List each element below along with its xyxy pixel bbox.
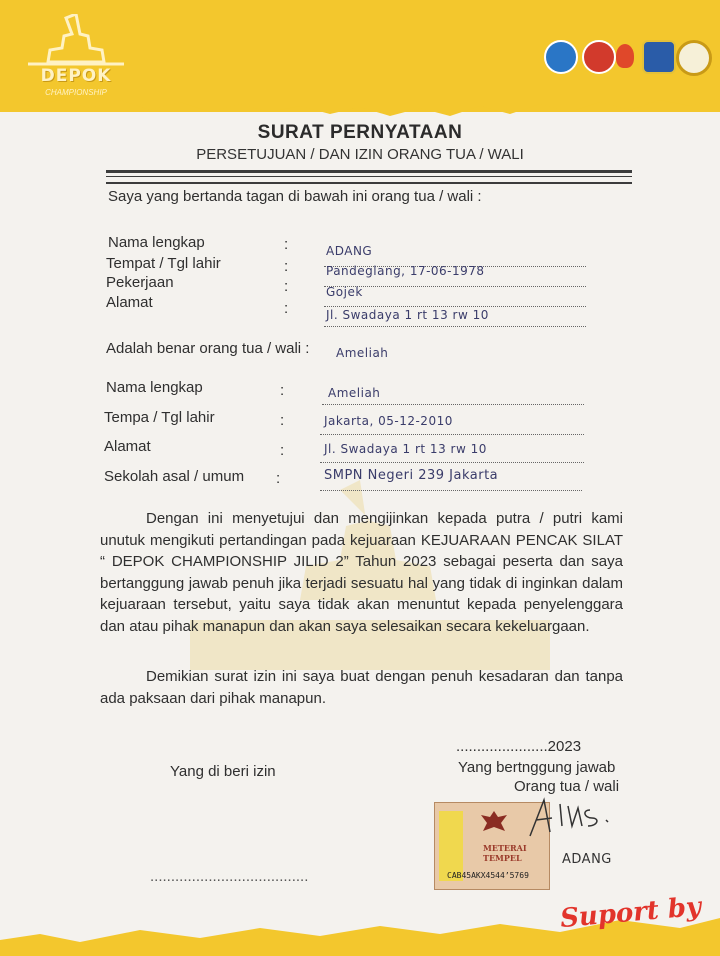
document-subtitle: PERSETUJUAN / DAN IZIN ORANG TUA / WALI [196, 146, 524, 163]
logo-text: DEPOK [40, 66, 112, 86]
closing-text: Demikian surat izin ini saya buat dengan penuh kesadaran dan tanpa ada paksaan dari pihak manapun. [100, 668, 623, 707]
parent-address-value: Jl. Swadaya 1 rt 13 rw 10 [326, 308, 489, 322]
signature-left-name-line: ...................................... [150, 868, 309, 885]
flame-icon [616, 44, 634, 68]
statement-text: Dengan ini menyetujui dan mengijinkan kepada putra / putri kami unutuk mengikuti pertandingan pada kejuaraan KEJUARAAN PENCAK SILAT “ DEPOK CHAMPIONSHIP JILID 2” Tahun 2023 sebagai peserta dan saya bertanggung jawab penuh jika terjadi sesuatu hal yang tidak di inginkan dalam kejuaraan tersebut, yaitu saya tidak akan menuntut kepada penyelenggara dan atau pihak manapun dan akan saya selesaikan secara kekeluargaan. [100, 510, 623, 635]
blue-shield-icon [642, 40, 676, 74]
title-rule-bottom [106, 176, 632, 177]
child-school-line [320, 490, 582, 491]
child-intro-value: Ameliah [336, 346, 389, 360]
parent-birth-label: Tempat / Tgl lahir [106, 255, 221, 272]
intro-text: Saya yang bertanda tagan di bawah ini orang tua / wali : [108, 188, 482, 205]
child-birth-label: Tempa / Tgl lahir [104, 409, 215, 426]
garuda-emblem-icon [479, 809, 509, 841]
child-school-colon: : [276, 470, 281, 487]
sponsor-text: Suport by [558, 891, 703, 935]
child-intro-text: Adalah benar orang tua / wali : [106, 340, 310, 357]
stamp-serial: CAB45AKX4544’5769 [447, 871, 529, 880]
signature-right-name: ADANG [562, 852, 612, 867]
child-school-value: SMPN Negeri 239 Jakarta [324, 468, 499, 483]
logo-subtext: CHAMPIONSHIP [45, 88, 107, 97]
parent-job-value: Gojek [326, 285, 363, 299]
title-rule-top [106, 170, 632, 173]
signature-scribble [520, 796, 630, 846]
statement-paragraph [100, 508, 623, 637]
child-address-line [320, 462, 584, 463]
stamp-label-1: METERAI [483, 843, 527, 853]
parent-address-label: Alamat [106, 294, 153, 311]
parent-name-colon: : [284, 236, 289, 253]
child-name-colon: : [280, 382, 285, 399]
child-name-label: Nama lengkap [106, 379, 203, 396]
parent-job-label: Pekerjaan [106, 274, 174, 291]
signature-right-label-2: Orang tua / wali [514, 778, 620, 795]
child-birth-line [320, 434, 584, 435]
kemendikbud-logo-icon [544, 40, 578, 74]
parent-address-colon: : [284, 300, 289, 317]
signature-date: ......................2023 [456, 738, 582, 755]
parent-name-label: Nama lengkap [108, 234, 205, 251]
child-birth-value: Jakarta, 05-12-2010 [324, 414, 453, 428]
child-birth-colon: : [280, 412, 285, 429]
parent-job-colon: : [284, 278, 289, 295]
closing-paragraph [100, 666, 623, 709]
child-school-label: Sekolah asal / umum [104, 468, 245, 485]
red-emblem-icon [582, 40, 616, 74]
depok-championship-logo [18, 14, 134, 104]
parent-name-value: ADANG [326, 244, 373, 258]
signature-left-label: Yang di beri izin [170, 763, 276, 780]
child-address-label: Alamat [104, 438, 151, 455]
document-title: SURAT PERNYATAAN [257, 122, 463, 143]
parent-birth-line [324, 286, 586, 287]
child-address-value: Jl. Swadaya 1 rt 13 rw 10 [324, 442, 487, 456]
child-name-line [322, 404, 584, 405]
child-name-value: Ameliah [328, 386, 381, 400]
parent-birth-colon: : [284, 258, 289, 275]
gold-seal-icon [676, 40, 712, 76]
stamp-label-2: TEMPEL [483, 853, 522, 863]
monument-icon [18, 14, 134, 70]
parent-birth-value: Pandeglang, 17-06-1978 [326, 264, 485, 278]
title-rule-third [106, 182, 632, 184]
signature-right-label-1: Yang bertnggung jawab [458, 759, 616, 776]
parent-address-line [324, 326, 586, 327]
child-address-colon: : [280, 442, 285, 459]
parent-job-line [324, 306, 586, 307]
